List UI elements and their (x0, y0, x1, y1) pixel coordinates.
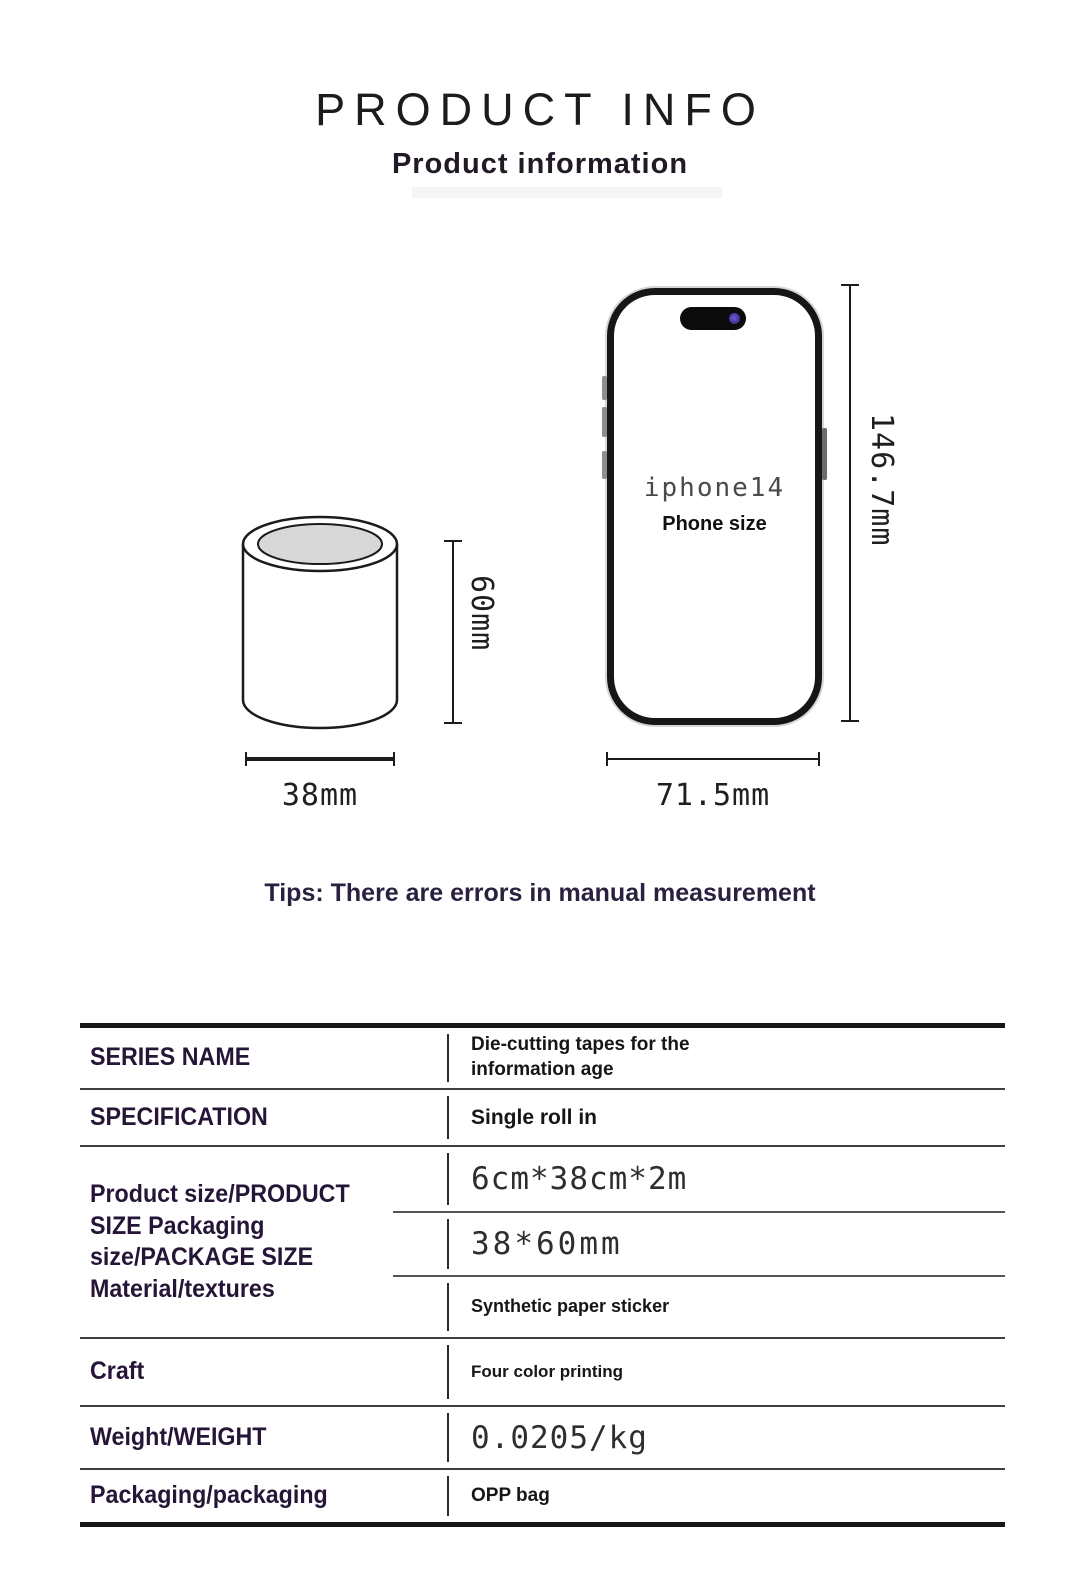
column-divider (447, 1153, 449, 1205)
front-camera-icon (729, 313, 740, 324)
subtitle-highlight-bar (412, 187, 722, 198)
column-divider (447, 1345, 449, 1399)
dimension-line (606, 758, 820, 760)
volume-up-button (602, 407, 607, 437)
table-row-packaging (80, 1470, 1005, 1522)
spec-table (80, 1023, 1005, 1527)
phone-model-label: iphone14 (643, 473, 786, 503)
phone-illustration (607, 288, 822, 725)
phone-size-caption: Phone size (662, 513, 767, 535)
dimension-cap (841, 720, 859, 722)
dimension-cap (393, 752, 395, 766)
row-label: Packaging/packaging (90, 1481, 328, 1510)
column-divider (447, 1096, 449, 1139)
row-value: 6cm*38cm*2m (471, 1161, 688, 1197)
row-label: SERIES NAME (90, 1043, 251, 1072)
table-row-craft (80, 1339, 1005, 1405)
row-value: Die-cutting tapes for the information age (471, 1034, 690, 1080)
row-value: OPP bag (471, 1484, 550, 1506)
dynamic-island (680, 307, 746, 330)
volume-down-button (602, 451, 607, 479)
phone-width-label: 71.5mm (655, 778, 771, 813)
dimension-line (452, 540, 454, 724)
tape-roll-illustration (238, 508, 402, 742)
column-divider (447, 1476, 449, 1516)
row-label: Weight/WEIGHT (90, 1422, 267, 1451)
page-subtitle: Product information (391, 148, 689, 180)
row-label: Craft (90, 1357, 145, 1386)
row-value: 38*60mm (471, 1226, 623, 1262)
column-divider (447, 1219, 449, 1269)
table-row-sizes-material (80, 1147, 1005, 1337)
roll-width-dimension-line (245, 752, 395, 766)
dimension-cap (818, 752, 820, 766)
dimension-cap (444, 722, 462, 724)
phone-height-label: 146.7mm (864, 413, 899, 547)
table-row-weight (80, 1407, 1005, 1468)
row-label: SPECIFICATION (90, 1102, 268, 1131)
column-divider (447, 1413, 449, 1462)
tips-text: Tips: There are errors in manual measurement (264, 879, 816, 907)
row-value: Single roll in (471, 1105, 598, 1129)
table-row-specification (80, 1090, 1005, 1145)
dimension-line (849, 284, 851, 722)
dimension-line (245, 757, 395, 761)
power-button (822, 428, 827, 480)
row-value: Four color printing (471, 1361, 624, 1381)
row-value: 0.0205/kg (471, 1419, 648, 1456)
roll-top-inner-ellipse (258, 524, 382, 564)
page-title: PRODUCT INFO (315, 84, 765, 135)
phone-height-dimension-line (841, 284, 859, 722)
roll-height-dimension-line (444, 540, 462, 724)
roll-height-label: 60mm (464, 575, 499, 652)
column-divider (447, 1283, 449, 1331)
column-divider (447, 1034, 449, 1082)
row-value: Synthetic paper sticker (471, 1296, 670, 1317)
mute-switch (602, 376, 607, 400)
roll-width-label: 38mm (281, 778, 359, 813)
row-label: Product size/PRODUCT SIZE Packaging size/PACKAGE SIZE Material/textures (90, 1180, 350, 1303)
phone-width-dimension-line (606, 752, 820, 766)
table-row-series-name (80, 1028, 1005, 1088)
